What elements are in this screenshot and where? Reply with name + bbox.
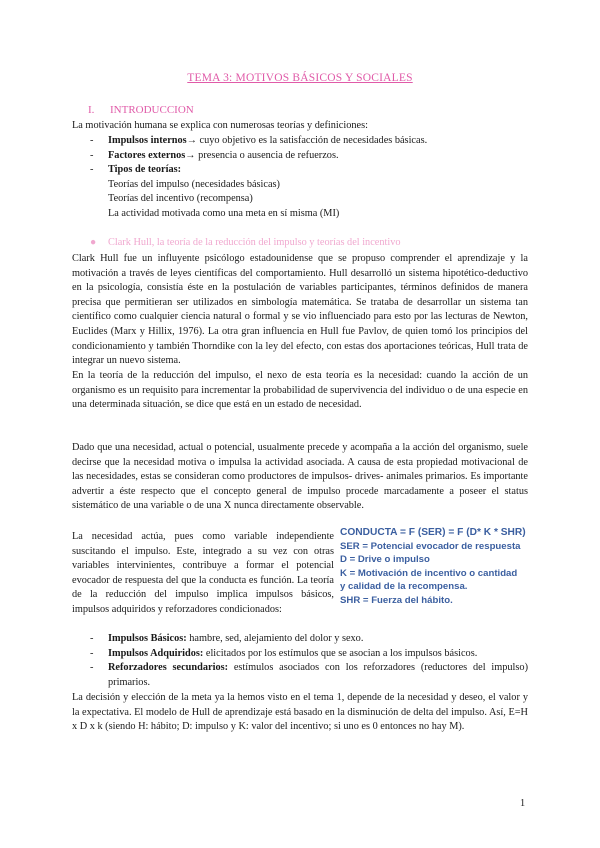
paragraph: La decisión y elección de la meta ya la hemos visto en el tema 1, depende de la necesidad y deseo, el valor y la expectativa. El modelo de Hull de aprendizaje está basado en la disminución de delta del impulso. Así, E=H x D x k (siendo H: hábito; D: impulso y K: valor del incentivo; si uno es 0 entonces no hay M). (72, 692, 528, 733)
formula-line: D = Drive o impulso (340, 554, 430, 566)
list-item: - Impulsos internos→ cuyo objetivo es la satisfacción de necesidades básicas. (90, 135, 428, 146)
list-text: estímulos asociados con los reforzadores (reductores del impulso) primarios. (108, 662, 528, 688)
list-item: - Tipos de teorías: (90, 164, 182, 176)
section-heading (88, 104, 194, 116)
list-item: - Factores externos→ presencia o ausencia de refuerzos. (90, 149, 339, 161)
intro-list (90, 134, 530, 222)
formula-line: SER = Potencial evocador de respuesta (340, 540, 521, 552)
list-term: Impulsos internos (108, 135, 187, 146)
list-text: → presencia o ausencia de refuerzos. (185, 149, 339, 161)
list-text: elicitados por los estímulos que se asocian a los impulsos básicos. (203, 647, 478, 659)
list-item: - Reforzadores secundarios: estímulos asociados con los reforzadores (reductores del impulso) primarios. (90, 662, 528, 688)
paragraph: La necesidad actúa, pues como variable independiente suscitando el impulso. Este, integrado a su vez con otras variables intervinientes, contribuye a formar el potencial evocador de respuesta del que la conducta es función. La teoría de la reducción del impulso implica impulsos básicos, impulsos adquiridos y reforzadores condicionados: (72, 531, 334, 615)
list-term: Impulsos Adquiridos: (108, 647, 204, 659)
list-item: - Impulsos Adquiridos: elicitados por los estímulos que se asocian a los impulsos básicos. (90, 647, 478, 659)
paragraph: En la teoría de la reducción del impulso, el nexo de esta teoría es la necesidad: cuando la acción de un organismo es un requisito para incrementar la probabilidad de supervivencia del individuo o de una especie en una determinada situación, se dice que está en un estado de necesidad. (72, 370, 528, 411)
subsection-heading (90, 237, 401, 248)
list-text: hambre, sed, alejamiento del dolor y sexo. (186, 633, 364, 644)
section-number: I. (88, 104, 95, 116)
formula-line: CONDUCTA = F (SER) = F (D* K * SHR) (340, 527, 526, 538)
theory-type: Teorías del incentivo (recompensa) (108, 193, 253, 205)
list-term: Tipos de teorías: (108, 164, 182, 176)
impulse-list (90, 632, 528, 690)
section-title: INTRODUCCION (110, 104, 194, 116)
paragraph: Clark Hull fue un influyente psicólogo estadounidense que se propuso comprender el aprendizaje y la motivación a través de leyes científicas del comportamiento. Hull desarrolló un sistema hipotético-deductivo en la psicología, consistía éste en la postulación de variables participantes, términos definidos de manera precisa que permitieran ser utilizados en simbología matemática. Se trataba de desarrollar un sistema tan científico como cualquier ciencia natural o formal y se vio influenciado para esto por las lecturas de Newton, Euclides (Marx y Hillix, 1976). La otra gran influencia en Hull fue Pavlov, de quien tomó los principios del condicionamiento y también Thorndike con la ley del efecto, con estas dos aportaciones teóricas, Hull trata de integrar un nuevo sistema. (72, 253, 528, 367)
subsection-title: Clark Hull, la teoría de la reducción del impulso y teorías del incentivo (108, 237, 401, 248)
bullet-icon: ● (90, 237, 97, 248)
list-term: Factores externos (108, 149, 186, 161)
paragraph: Dado que una necesidad, actual o potencial, usualmente precede y acompaña a la acción del organismo, suele decirse que la necesidad motiva o impulsa la actividad asociada. A causa de esta propiedad motivacional de las necesidades, estas se consideran como productores de impulsos- drives- animales primarios. Es importante advertir a éste respecto que el concepto general de impulso procede marcadamente a poseer el status sistemático de una variable o de una X nunca directamente observable. (72, 442, 528, 512)
formula-line: K = Motivación de incentivo o cantidad (340, 567, 518, 579)
formula-line: SHR = Fuerza del hábito. (340, 594, 453, 606)
formula-line: y calidad de la recompensa. (340, 581, 468, 593)
list-term: Reforzadores secundarios: (108, 662, 229, 674)
theory-type: Teorías del impulso (necesidades básicas) (108, 178, 280, 190)
intro-paragraph: La motivación humana se explica con numerosas teorías y definiciones: (72, 120, 368, 131)
theory-type: La actividad motivada como una meta en sí misma (MI) (108, 207, 340, 219)
list-item: - Impulsos Básicos: hambre, sed, alejamiento del dolor y sexo. (90, 633, 364, 644)
formula-box (340, 526, 540, 608)
page-number: 1 (520, 798, 526, 809)
list-term: Impulsos Básicos: (108, 633, 187, 644)
page-title: TEMA 3: MOTIVOS BÁSICOS Y SOCIALES (187, 72, 413, 84)
list-text: → cuyo objetivo es la satisfacción de necesidades básicas. (186, 135, 428, 146)
